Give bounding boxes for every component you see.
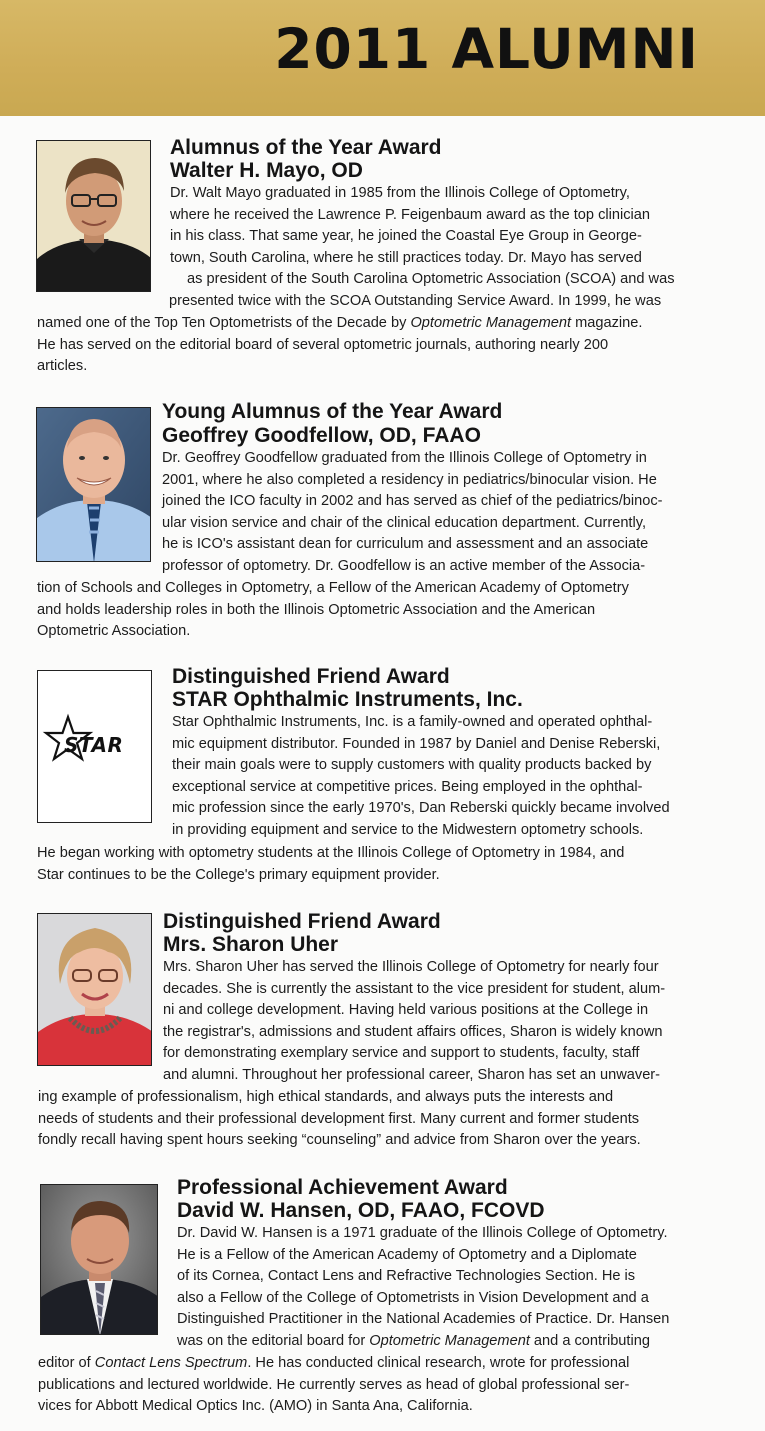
text-line: Optometric Association.: [37, 623, 191, 640]
text-line: of its Cornea, Contact Lens and Refractive Technologies Section. He is: [177, 1268, 636, 1285]
text-line: in his class. That same year, he joined the Coastal Eye Group in George-: [170, 228, 642, 245]
award-title: Distinguished Friend Award: [163, 910, 441, 933]
text-line: needs of students and their professional development first. Many current and former students: [38, 1110, 640, 1127]
text-line: decades. She is currently the assistant to the vice president for student, alum-: [163, 980, 666, 997]
text-line: ni and college development. Having held various positions at the College in: [163, 1002, 649, 1019]
recipient-name: David W. Hansen, OD, FAAO, FCOVD: [177, 1199, 545, 1222]
publication-title: Optometric Management: [410, 315, 572, 331]
award-description-continued: [37, 843, 624, 886]
award-description: [162, 448, 663, 578]
text-line: where he received the Lawrence P. Feigenbaum award as the top clinician: [170, 206, 650, 223]
award-description: [163, 957, 665, 1087]
text-line: and holds leadership roles in both the Illinois Optometric Association and the American: [37, 601, 596, 618]
recipient-name: STAR Ophthalmic Instruments, Inc.: [172, 688, 523, 711]
portrait-david-hansen: [40, 1184, 158, 1335]
award-description-continued: [37, 578, 629, 643]
text-line: their main goals were to supply customers with quality products backed by: [172, 757, 652, 774]
text-line: Dr. Geoffrey Goodfellow graduated from the Illinois College of Optometry in: [162, 450, 647, 466]
text-line: the registrar's, admissions and student affairs offices, Sharon is widely known: [163, 1023, 663, 1040]
star-logo-wordmark: STAR: [64, 733, 124, 757]
text-line: mic equipment distributor. Founded in 1987 by Daniel and Denise Reberski,: [172, 735, 661, 752]
recipient-name: Mrs. Sharon Uher: [163, 933, 339, 956]
award-description-continued: [37, 313, 642, 378]
text-line: exceptional service at competitive prices. Being employed in the ophthal-: [172, 778, 643, 795]
text-line: editor of Contact Lens Spectrum. He has conducted clinical research, wrote for professional: [38, 1355, 630, 1371]
text-line: presented twice with the SCOA Outstanding Service Award. In 1999, he was: [169, 292, 662, 309]
publication-title: Contact Lens Spectrum: [94, 1355, 248, 1371]
text-line: he is ICO's assistant dean for curriculum and assessment and an associate: [162, 536, 649, 553]
text-line: publications and lectured worldwide. He currently serves as head of global professional ser-: [38, 1376, 630, 1393]
text-line: Star continues to be the College's primary equipment provider.: [37, 866, 440, 883]
text-line: joined the ICO faculty in 2002 and has served as chief of the pediatrics/binoc-: [162, 493, 663, 510]
text-line: as president of the South Carolina Optometric Association (SCOA) and was: [187, 271, 675, 288]
award-description-continued: [38, 1353, 629, 1418]
text-line: Star Ophthalmic Instruments, Inc. is a family-owned and operated ophthal-: [172, 714, 653, 730]
star-logo: [37, 670, 152, 823]
text-line: fondly recall having spent hours seeking “counseling” and advice from Sharon over the years.: [38, 1132, 641, 1149]
page-title: 2011 ALUMNI: [274, 17, 699, 81]
text-line: was on the editorial board for Optometric Management and a contributing: [177, 1332, 650, 1349]
text-line: He has served on the editorial board of several optometric journals, authoring nearly 200: [37, 336, 609, 353]
text-line: named one of the Top Ten Optometrists of the Decade by Optometric Management magazine.: [37, 315, 643, 331]
award-description: [177, 1223, 669, 1353]
text-line: mic profession since the early 1970's, Dan Reberski quickly became involved: [172, 800, 670, 817]
text-line: for demonstrating exemplary service and support to students, faculty, staff: [163, 1045, 640, 1062]
recipient-name: Walter H. Mayo, OD: [170, 159, 363, 182]
text-line: Dr. Walt Mayo graduated in 1985 from the Illinois College of Optometry,: [170, 185, 630, 201]
text-line: ing example of professionalism, high ethical standards, and always puts the interests and: [38, 1089, 614, 1105]
text-line: town, South Carolina, where he still practices today. Dr. Mayo has served: [170, 249, 642, 266]
portrait-sharon-uher: [37, 913, 152, 1066]
title-banner: [0, 0, 765, 116]
award-title: Distinguished Friend Award: [172, 665, 450, 688]
text-line: in providing equipment and service to the Midwestern optometry schools.: [172, 821, 644, 838]
text-line: and alumni. Throughout her professional career, Sharon has set an unwaver-: [163, 1066, 661, 1083]
portrait-walter-mayo: [36, 140, 151, 292]
text-line: ular vision service and chair of the clinical education department. Currently,: [162, 514, 646, 531]
publication-title: Optometric Management: [369, 1332, 530, 1349]
award-description-continued: [38, 1087, 641, 1152]
award-description: [172, 712, 670, 842]
text-line: articles.: [37, 358, 88, 375]
text-line: tion of Schools and Colleges in Optometry, a Fellow of the American Academy of Optometry: [37, 580, 629, 596]
text-line: Distinguished Practitioner in the National Academies of Practice. Dr. Hansen: [177, 1311, 670, 1328]
recipient-name: Geoffrey Goodfellow, OD, FAAO: [162, 424, 481, 447]
text-line: professor of optometry. Dr. Goodfellow is an active member of the Associa-: [162, 557, 646, 574]
text-line: He is a Fellow of the American Academy of Optometry and a Diplomate: [177, 1246, 637, 1263]
text-line: He began working with optometry students at the Illinois College of Optometry in 1984, and: [37, 845, 625, 861]
text-line: vices for Abbott Medical Optics Inc. (AMO) in Santa Ana, California.: [38, 1398, 473, 1415]
text-line: Dr. David W. Hansen is a 1971 graduate of the Illinois College of Optometry.: [177, 1225, 668, 1241]
portrait-geoffrey-goodfellow: [36, 407, 151, 562]
text-line: also a Fellow of the College of Optometrists in Vision Development and a: [177, 1289, 649, 1306]
award-description: [170, 183, 675, 313]
text-line: Mrs. Sharon Uher has served the Illinois College of Optometry for nearly four: [163, 959, 659, 975]
award-title: Professional Achievement Award: [177, 1176, 508, 1199]
text-line: 2001, where he also completed a residency in pediatrics/binocular vision. He: [162, 471, 657, 488]
award-title: Young Alumnus of the Year Award: [162, 400, 503, 423]
award-title: Alumnus of the Year Award: [170, 136, 442, 159]
